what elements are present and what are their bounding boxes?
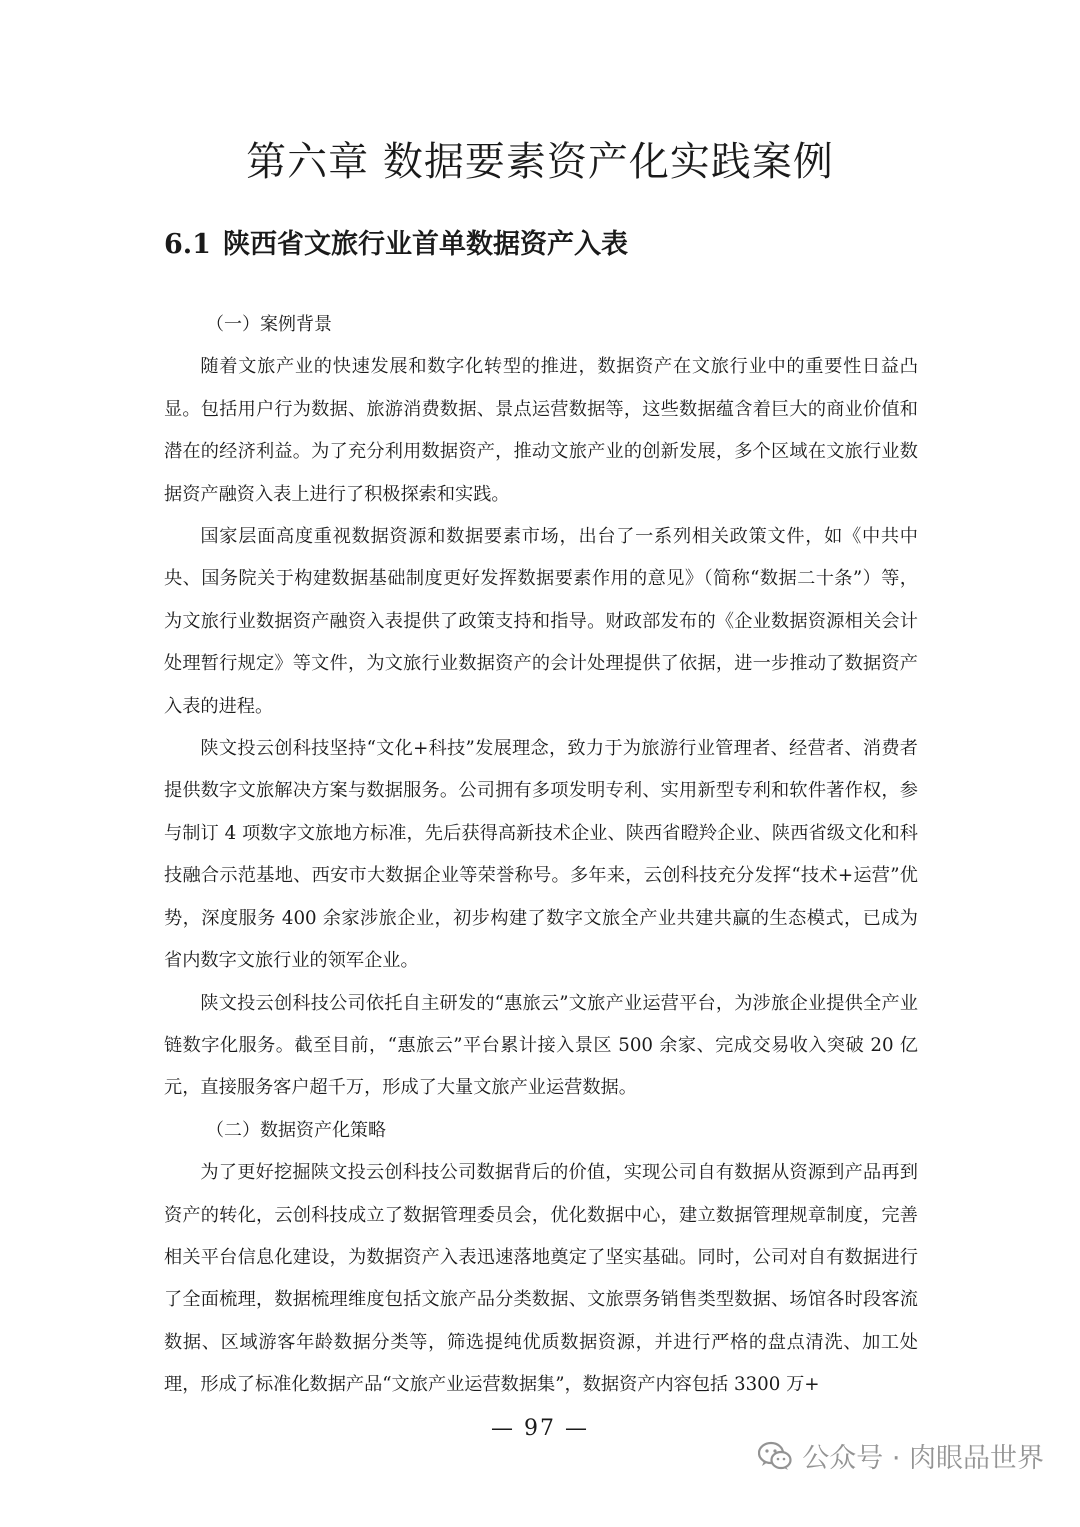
paragraph: 国家层面高度重视数据资源和数据要素市场，出台了一系列相关政策文件，如《中共中央、国务院关于构建数据基础制度更好发挥数据要素作用的意见》（简称“数据二十条”）等，为文旅行业数据资产融资入表提供了政策支持和指导。财政部发布的《企业数据资源相关会计处理暂行规定》等文件，为文旅行业数据资产的会计处理提供了依据，进一步推动了数据资产入表的进程。 — [164, 526, 918, 717]
section-heading — [164, 222, 628, 261]
paragraph: 随着文旅产业的快速发展和数字化转型的推进，数据资产在文旅行业中的重要性日益凸显。包括用户行为数据、旅游消费数据、景点运营数据等，这些数据蕴含着巨大的商业价值和潜在的经济利益。为了充分利用数据资产，推动文旅产业的创新发展，多个区域在文旅行业数据资产融资入表上进行了积极探索和实践。 — [164, 356, 918, 505]
wechat-icon — [758, 1441, 792, 1471]
subheading-background: （一）案例背景 — [206, 314, 332, 335]
paragraph: 陕文投云创科技坚持“文化+科技”发展理念，致力于为旅游行业管理者、经营者、消费者提供数字文旅解决方案与数据服务。公司拥有多项发明专利、实用新型专利和软件著作权，参与制订 4 项数字文旅地方标准，先后获得高新技术企业、陕西省瞪羚企业、陕西省级文化和科技融合示范基地、西安市大数据企业等荣誉称号。多年来，云创科技充分发挥“技术+运营”优势，深度服务 400 余家涉旅企业，初步构建了数字文旅全产业共建共赢的生态模式，已成为省内数字文旅行业的领军企业。 — [164, 738, 918, 972]
paragraph: 为了更好挖掘陕文投云创科技公司数据背后的价值，实现公司自有数据从资源到产品再到资产的转化，云创科技成立了数据管理委员会，优化数据中心，建立数据管理规章制度，完善相关平台信息化建设，为数据资产入表迅速落地奠定了坚实基础。同时，公司对自有数据进行了全面梳理，数据梳理维度包括文旅产品分类数据、文旅票务销售类型数据、场馆各时段客流数据、区域游客年龄数据分类等，筛选提纯优质数据资源，并进行严格的盘点清洗、加工处理，形成了标准化数据产品“文旅产业运营数据集”，数据资产内容包括 3300 万+ — [164, 1162, 918, 1396]
chapter-title: 第六章 数据要素资产化实践案例 — [246, 139, 834, 185]
watermark-text: 公众号 · 肉眼品世界 — [802, 1443, 1044, 1474]
watermark — [758, 1436, 1044, 1475]
section-number: 6.1 — [164, 229, 211, 260]
page-number: — 97 — — [491, 1416, 589, 1441]
subheading-strategy: （二）数据资产化策略 — [206, 1119, 386, 1141]
paragraph: 陕文投云创科技公司依托自主研发的“惠旅云”文旅产业运营平台，为涉旅企业提供全产业链数字化服务。截至目前，“惠旅云”平台累计接入景区 500 余家、完成交易收入突破 20 亿元，直接服务客户超千万，形成了大量文旅产业运营数据。 — [164, 992, 918, 1099]
section-title: 陕西省文旅行业首单数据资产入表 — [222, 229, 628, 260]
body-text — [164, 304, 918, 1407]
